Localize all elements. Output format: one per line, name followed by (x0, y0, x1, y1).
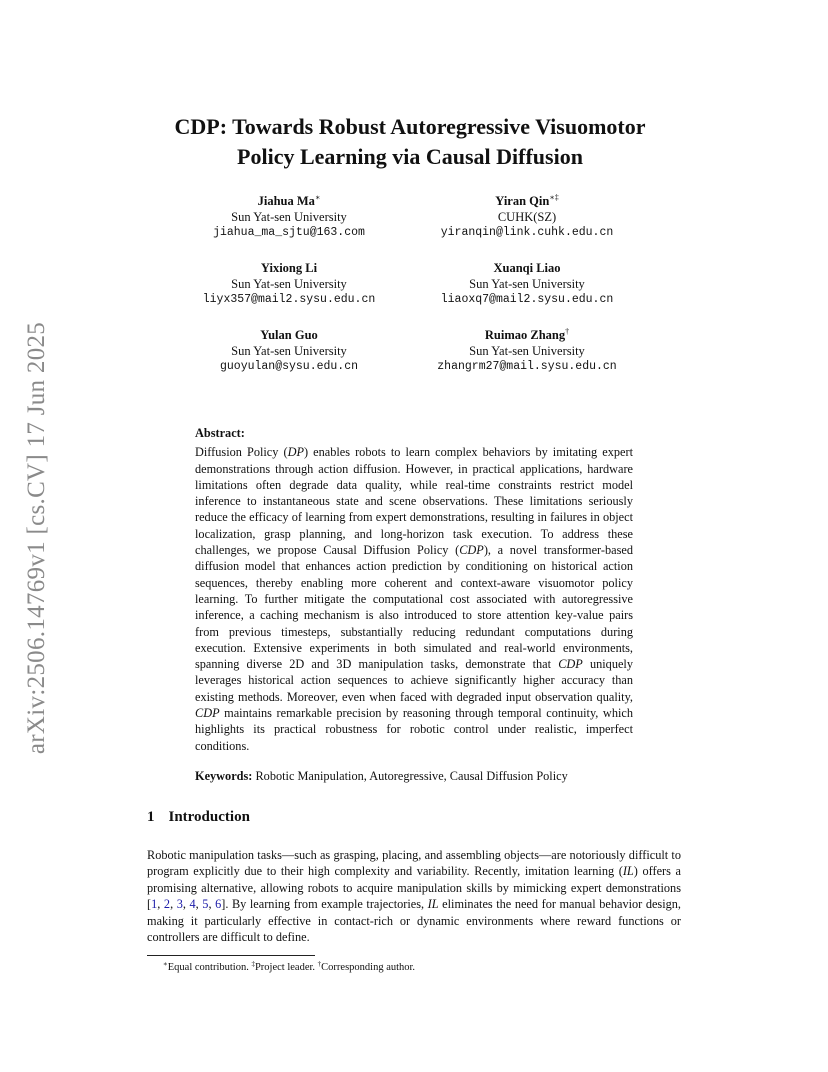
author-block (159, 260, 419, 308)
author-name: Yulan Guo (260, 328, 318, 342)
keywords-label: Keywords: (195, 769, 253, 783)
author-affiliation: Sun Yat-sen University (231, 344, 347, 358)
author-name: Yiran Qin (495, 194, 550, 208)
cdp-term: CDP (558, 657, 583, 672)
section-number: 1 (147, 809, 155, 825)
keywords (195, 768, 633, 784)
citation-link[interactable]: 3 (176, 897, 183, 912)
author-affiliation: CUHK(SZ) (497, 210, 557, 224)
footnote: ∗Equal contribution. ‡Project leader. †Corresponding author. (163, 960, 416, 973)
abstract-heading: Abstract: (195, 426, 245, 440)
author-affiliation: Sun Yat-sen University (231, 277, 347, 291)
dp-term: DP (287, 445, 304, 460)
il-term: IL (622, 864, 634, 879)
author-mark: ∗ (314, 193, 321, 202)
footnote-rule (147, 955, 315, 956)
citation-link[interactable]: 4 (189, 897, 196, 912)
cdp-term: CDP (195, 706, 220, 721)
arxiv-id: arXiv:2506.14769v1 [cs.CV] 17 Jun 2025 (23, 321, 51, 755)
author-mark: † (565, 327, 570, 336)
section-heading (147, 809, 250, 826)
citation-link[interactable]: 1 (151, 897, 158, 912)
title-line-2: Policy Learning via Causal Diffusion (237, 144, 583, 169)
author-email[interactable]: liyx357@mail2.sysu.edu.cn (202, 293, 376, 306)
author-name: Yixiong Li (260, 261, 318, 275)
keywords-list: Robotic Manipulation, Autoregressive, Causal Diffusion Policy (252, 769, 568, 783)
section-title: Introduction (168, 809, 250, 825)
abstract (195, 425, 633, 754)
author-email[interactable]: zhangrm27@mail.sysu.edu.cn (437, 360, 617, 373)
author-block (159, 193, 419, 241)
abstract-body: Diffusion Policy (DP) enables robots to learn complex behaviors by imitating expert demonstrations through action diffusion. However, in practical applications, hardware limitations often degrade data quality, while real-time constraints restrict model inference to instantaneous state and scene observations. These limitations seriously reduce the efficacy of learning from expert demonstrations, resulting in failures in object localization, grasp planning, and long-horizon task execution. To address these challenges, we propose Causal Diffusion Policy (CDP), a novel transformer-based diffusion model that enhances action prediction by conditioning on historical action sequences, thereby enabling more coherent and context-aware visuomotor policy learning. To further mitigate the computational cost associated with autoregressive inference, a caching mechanism is also introduced to store attention key-value pairs from previous timesteps, substantially reducing redundant computations during execution. Extensive experiments in both simulated and real-world environments, spanning diverse 2D and 3D manipulation tasks, demonstrate that CDP uniquely leverages historical action sequences to achieve significantly higher accuracy than existing methods. Moreover, even when faced with degraded input observation quality, CDP maintains remarkable precision by reasoning through temporal continuity, which highlights its practical robustness for robotic control under realistic, imperfect conditions. (195, 445, 633, 753)
author-email[interactable]: jiahua_ma_sjtu@163.com (213, 226, 365, 239)
citation-link[interactable]: 5 (202, 897, 209, 912)
author-block (159, 327, 419, 375)
author-name: Jiahua Ma (257, 194, 315, 208)
arxiv-stamp (7, 304, 67, 772)
author-email[interactable]: liaoxq7@mail2.sysu.edu.cn (440, 293, 614, 306)
paper-title (140, 112, 680, 172)
author-block (397, 260, 657, 308)
cdp-term: CDP (459, 543, 484, 558)
citation-link[interactable]: 6 (215, 897, 222, 912)
il-term: IL (427, 897, 439, 912)
title-line-1: CDP: Towards Robust Autoregressive Visuomotor (174, 114, 646, 139)
author-block (397, 327, 657, 375)
author-block (397, 193, 657, 241)
author-affiliation: Sun Yat-sen University (469, 277, 585, 291)
author-name: Ruimao Zhang (484, 328, 566, 342)
author-mark: ∗‡ (549, 193, 559, 202)
author-affiliation: Sun Yat-sen University (231, 210, 347, 224)
author-email[interactable]: yiranqin@link.cuhk.edu.cn (440, 226, 614, 239)
author-name: Xuanqi Liao (493, 261, 561, 275)
author-affiliation: Sun Yat-sen University (469, 344, 585, 358)
citation-link[interactable]: 2 (163, 897, 171, 912)
author-email[interactable]: guoyulan@sysu.edu.cn (219, 360, 359, 373)
intro-paragraph: Robotic manipulation tasks—such as grasping, placing, and assembling objects—are notoriously difficult to program explicitly due to their high complexity and variability. Recently, imitation learning (IL) offers a promising alternative, allowing robots to acquire manipulation skills by mimicking expert demonstrations [1, 2, 3, 4, 5, 6]. By learning from example trajectories, IL eliminates the need for manual behavior design, making it particularly effective in contact-rich or dynamic environments where reward functions or controllers are difficult to define. (147, 848, 681, 945)
